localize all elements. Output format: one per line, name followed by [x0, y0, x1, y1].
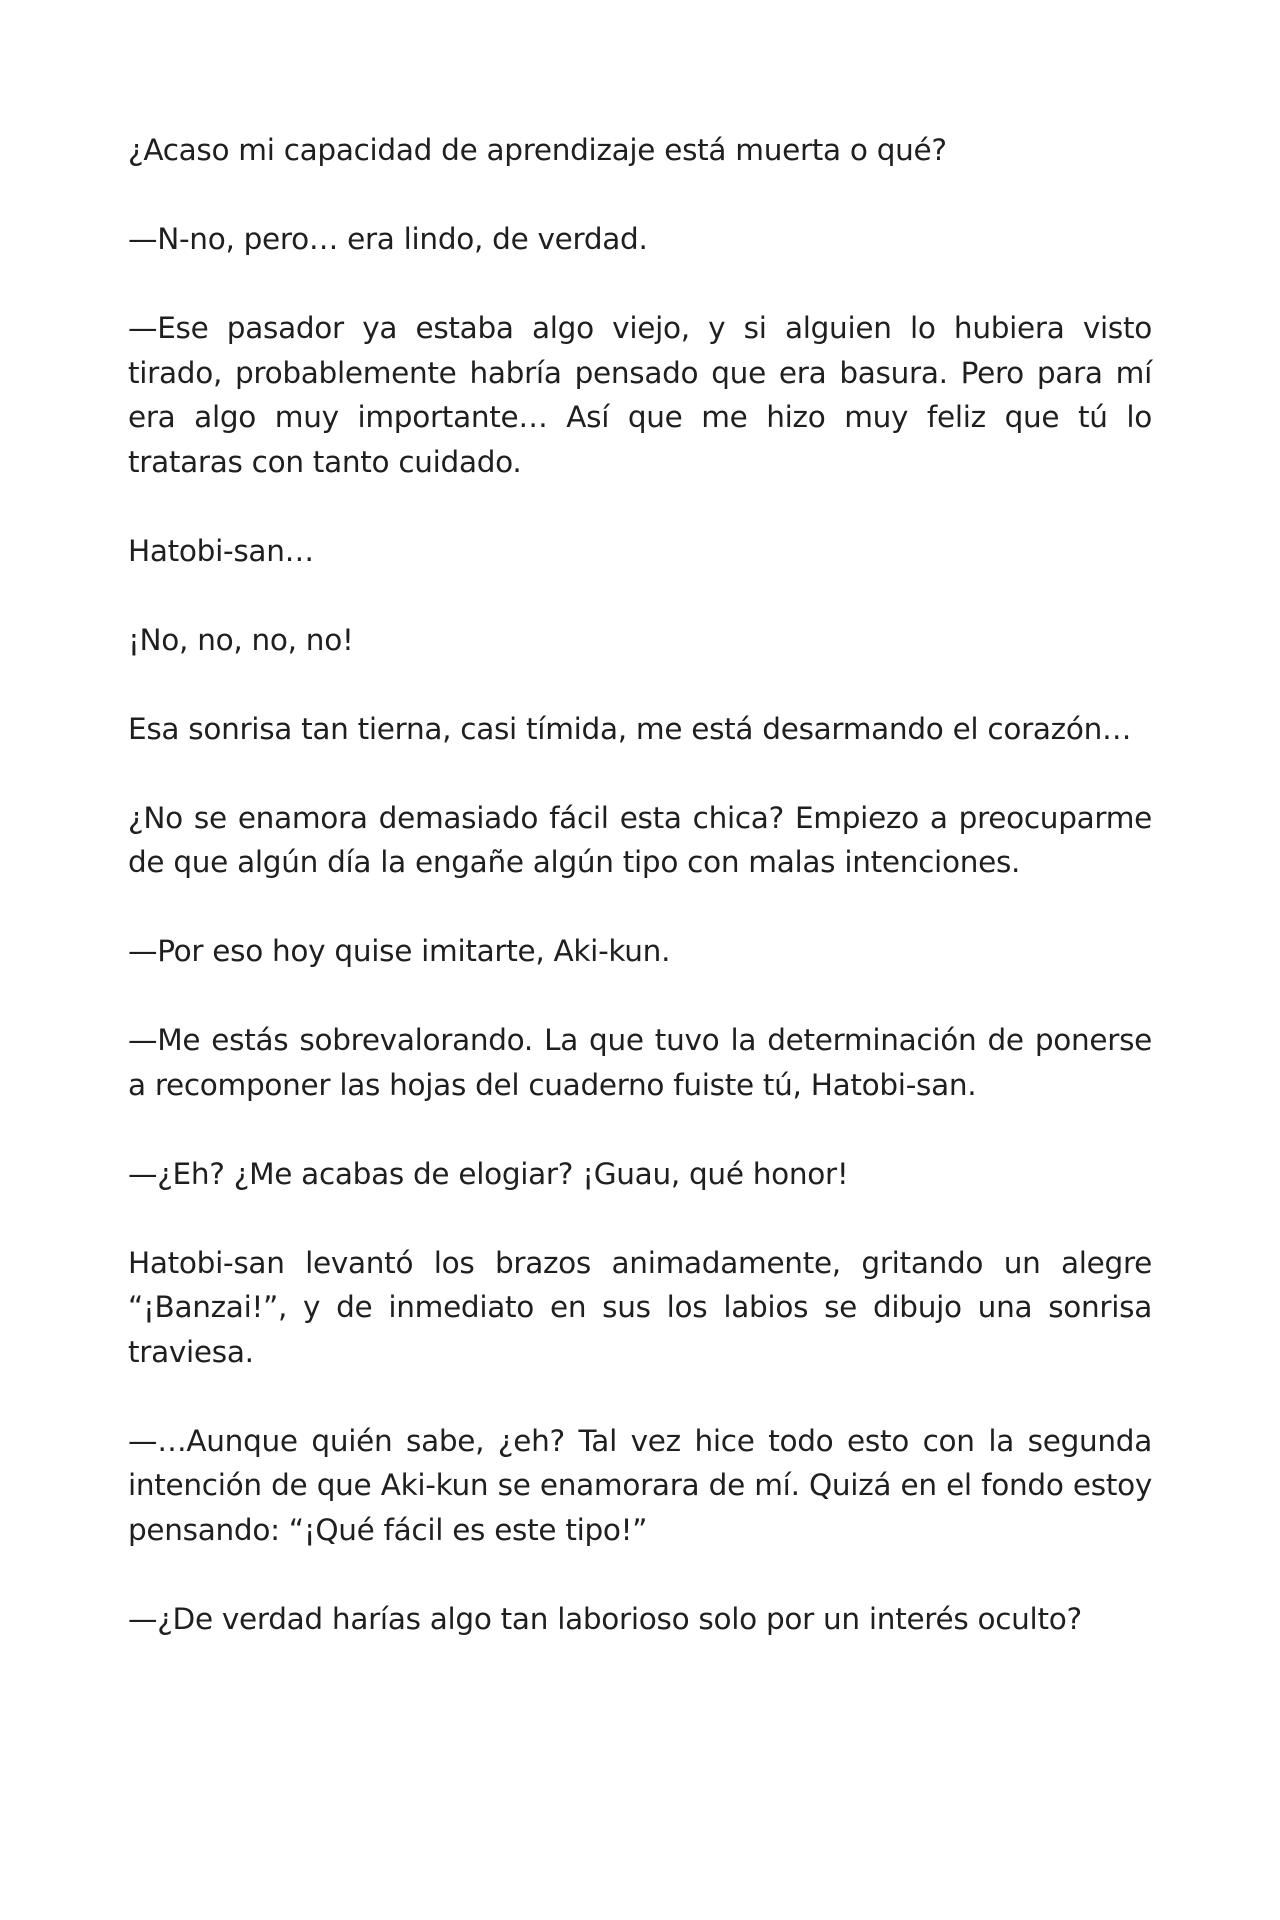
paragraph: —Me estás sobrevalorando. La que tuvo la determinación de ponerse a recomponer las hojas del cuaderno fuiste tú, Hatobi-san. [128, 1023, 1152, 1102]
paragraph: Hatobi-san… [128, 533, 314, 568]
paragraph: —N-no, pero… era lindo, de verdad. [128, 222, 648, 256]
paragraph: —¿Eh? ¿Me acabas de elogiar? ¡Guau, qué honor! [128, 1156, 849, 1191]
paragraph: ¡No, no, no, no! [128, 622, 354, 657]
paragraph: ¿No se enamora demasiado fácil esta chica? Empiezo a preocuparme de que algún día la engañe algún tipo con malas intenciones. [128, 800, 1152, 879]
paragraph: —¿De verdad harías algo tan laborioso solo por un interés oculto? [128, 1601, 1082, 1636]
paragraph: Esa sonrisa tan tierna, casi tímida, me está desarmando el corazón… [128, 711, 1132, 746]
paragraph: ¿Acaso mi capacidad de aprendizaje está muerta o qué? [128, 133, 947, 167]
paragraph: —Por eso hoy quise imitarte, Aki-kun. [128, 934, 671, 968]
paragraph: —…Aunque quién sabe, ¿eh? Tal vez hice todo esto con la segunda intención de que Aki-kun se enamorara de mí. Quizá en el fondo estoy pensando: “¡Qué fácil es este tipo!” [128, 1423, 1152, 1547]
paragraph: Hatobi-san levantó los brazos animadamente, gritando un alegre “¡Banzai!”, y de inmediato en sus los labios se dibujo una sonrisa traviesa. [128, 1245, 1152, 1369]
document-page [128, 128, 1152, 1641]
paragraph: —Ese pasador ya estaba algo viejo, y si alguien lo hubiera visto tirado, probablemente habría pensado que era basura. Pero para mí era algo muy importante… Así que me hizo muy feliz que tú lo trataras con tanto cuidado. [128, 311, 1152, 479]
